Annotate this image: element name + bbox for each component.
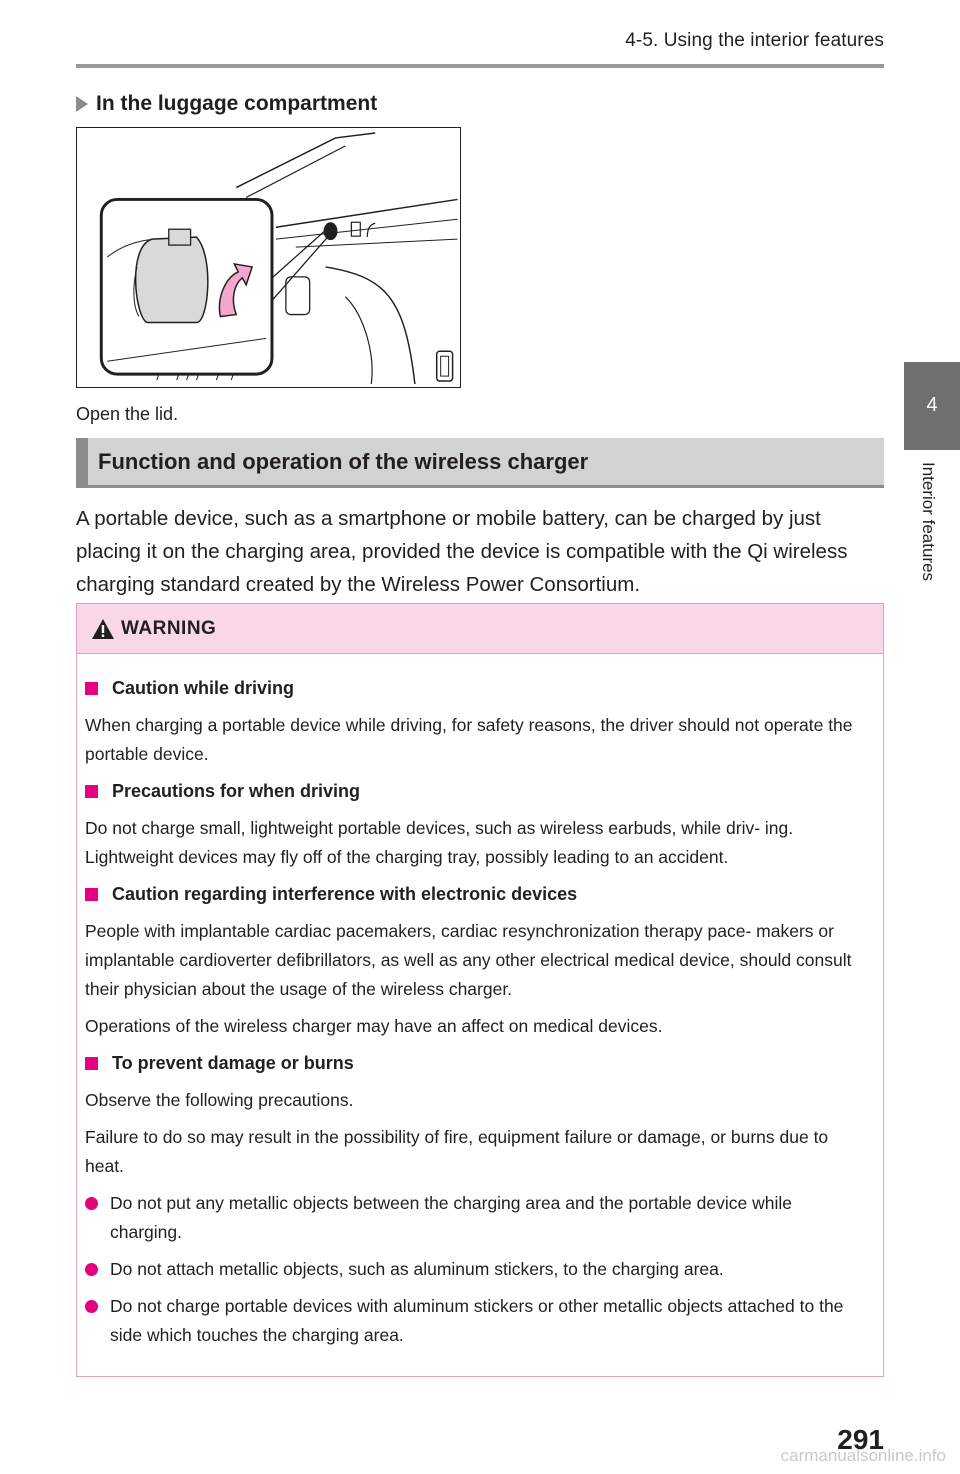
- watermark: carmanualsonline.info: [780, 1446, 946, 1465]
- warning-subheading: [85, 674, 863, 703]
- warning-paragraph: Do not charge small, lightweight portable devices, such as wireless earbuds, while driv- ing. Lightweight devices may fly off of the charging tray, possibly leading to an accident.: [85, 818, 794, 867]
- luggage-lid-illustration: [77, 128, 460, 387]
- square-bullet-icon: [85, 785, 98, 798]
- square-bullet-icon: [85, 888, 98, 901]
- warning-paragraph: Failure to do so may result in the possibility of fire, equipment failure or damage, or burns due to heat.: [85, 1127, 829, 1176]
- header-rule: [76, 64, 884, 68]
- figure-caption: Open the lid.: [76, 404, 179, 424]
- round-bullet-icon: [85, 1197, 98, 1210]
- chapter-label: Interior features: [919, 462, 938, 582]
- heading-text: Precautions for when driving: [112, 781, 361, 801]
- bullet-text: Do not attach metallic objects, such as aluminum stickers, to the charging area.: [110, 1259, 724, 1279]
- section-title: Function and operation of the wireless charger: [98, 449, 589, 474]
- warning-subheading: [85, 880, 863, 909]
- warning-subheading: [85, 1049, 863, 1078]
- luggage-lid-figure: [76, 127, 461, 388]
- bullet-text: Do not charge portable devices with aluminum stickers or other metallic objects attached to the side which touches the charging area.: [110, 1296, 844, 1345]
- round-bullet-icon: [85, 1263, 98, 1276]
- warning-paragraph: People with implantable cardiac pacemakers, cardiac resynchronization therapy pace- makers or implantable cardioverter defibrillators, as well as any other electrical medical device, should consult their physician about the usage of the wireless charger.: [85, 921, 852, 999]
- intro-paragraph: A portable device, such as a smartphone or mobile battery, can be charged by just placing it on the charging area, provided the device is compatible with the Qi wireless charging standard created by the Wireless Power Consortium.: [76, 507, 848, 596]
- triangle-bullet-icon: [76, 96, 88, 112]
- page-number: 291: [837, 1424, 884, 1455]
- section-header-title: 4-5. Using the interior features: [625, 30, 884, 51]
- subheading: [76, 92, 377, 116]
- warning-header: [77, 604, 883, 654]
- list-item: [85, 1292, 863, 1350]
- warning-box: [76, 603, 884, 1377]
- chapter-number: 4: [926, 394, 938, 416]
- warning-subheading: [85, 777, 863, 806]
- warning-triangle-icon: [91, 618, 115, 640]
- heading-text: Caution while driving: [112, 678, 295, 698]
- heading-text: Caution regarding interference with electronic devices: [112, 884, 578, 904]
- square-bullet-icon: [85, 1057, 98, 1070]
- warning-label: WARNING: [121, 617, 217, 639]
- subheading-text: In the luggage compartment: [96, 92, 378, 115]
- list-item: [85, 1189, 863, 1247]
- round-bullet-icon: [85, 1300, 98, 1313]
- square-bullet-icon: [85, 682, 98, 695]
- warning-paragraph: Operations of the wireless charger may have an affect on medical devices.: [85, 1016, 663, 1036]
- heading-text: To prevent damage or burns: [112, 1053, 354, 1073]
- list-item: [85, 1255, 863, 1284]
- warning-paragraph: Observe the following precautions.: [85, 1090, 354, 1110]
- warning-body: [77, 654, 883, 1350]
- bullet-text: Do not put any metallic objects between the charging area and the portable device while charging.: [110, 1193, 792, 1242]
- warning-paragraph: When charging a portable device while driving, for safety reasons, the driver should not operate the portable device.: [85, 715, 853, 764]
